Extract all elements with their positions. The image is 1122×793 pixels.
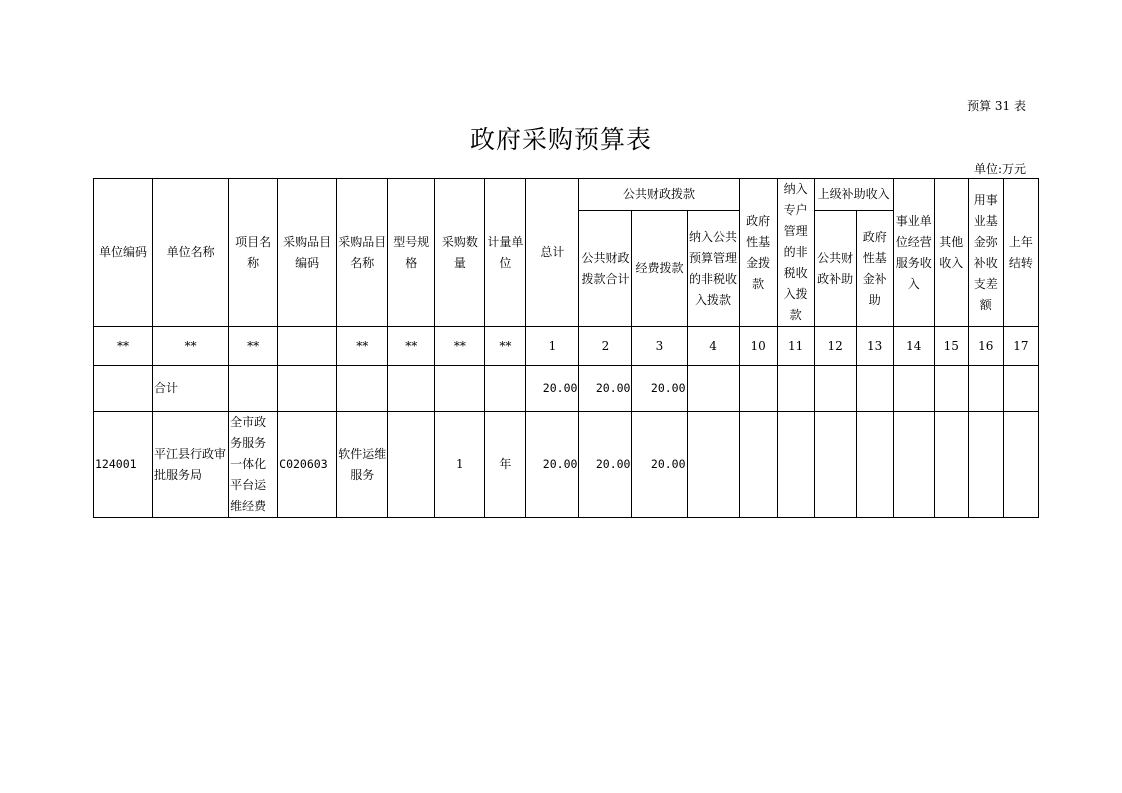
header-public-finance-total: 公共财政拨款合计 (579, 211, 632, 327)
table-cell (687, 412, 739, 518)
table-cell (739, 412, 777, 518)
index-cell: ** (388, 327, 435, 366)
table-cell (278, 366, 337, 412)
table-cell (777, 412, 814, 518)
table-cell (1003, 366, 1038, 412)
index-cell: 10 (739, 327, 777, 366)
index-cell: 2 (579, 327, 632, 366)
table-cell (337, 366, 388, 412)
header-gov-fund: 政府性基金拨款 (739, 179, 777, 327)
index-cell: ** (94, 327, 153, 366)
table-cell (435, 366, 485, 412)
public-finance-total-cell: 20.00 (579, 412, 632, 518)
header-unit-name: 单位名称 (153, 179, 229, 327)
header-total: 总计 (526, 179, 579, 327)
index-cell: ** (153, 327, 229, 366)
header-special-account-nontax: 纳入专户管理的非税收入拨款 (777, 179, 814, 327)
header-carryover: 上年结转 (1003, 179, 1038, 327)
header-item-code: 采购品目编码 (278, 179, 337, 327)
header-model-spec: 型号规格 (388, 179, 435, 327)
table-cell (934, 412, 968, 518)
total-row (94, 366, 1039, 412)
header-item-name: 采购品目名称 (337, 179, 388, 327)
table-cell (893, 366, 934, 412)
index-cell: ** (337, 327, 388, 366)
header-unit-code: 单位编码 (94, 179, 153, 327)
table-cell (229, 366, 278, 412)
index-cell: 1 (526, 327, 579, 366)
index-cell: ** (229, 327, 278, 366)
table-row (94, 412, 1039, 518)
table-cell (687, 366, 739, 412)
table-cell (856, 366, 893, 412)
form-number: 预算 31 表 (967, 99, 1026, 113)
total-label: 合计 (153, 366, 229, 412)
unit-name-cell: 平江县行政审批服务局 (153, 412, 229, 518)
table-cell (777, 366, 814, 412)
total-cell: 20.00 (526, 412, 579, 518)
item-name-cell: 软件运维服务 (337, 412, 388, 518)
index-cell: 12 (814, 327, 856, 366)
header-public-finance-subsidy: 公共财政补助 (814, 211, 856, 327)
table-cell (934, 366, 968, 412)
table-cell (814, 366, 856, 412)
table-cell (388, 366, 435, 412)
quantity-cell: 1 (435, 412, 485, 518)
measure-unit-cell: 年 (485, 412, 526, 518)
procurement-budget-table (93, 178, 1039, 518)
index-cell: ** (485, 327, 526, 366)
index-cell: 13 (856, 327, 893, 366)
table-cell (968, 366, 1003, 412)
table-cell (485, 366, 526, 412)
header-expense-allocation: 经费拨款 (632, 211, 687, 327)
table-cell (739, 366, 777, 412)
index-cell: 3 (632, 327, 687, 366)
header-public-finance-group: 公共财政拨款 (579, 179, 739, 211)
total-expense-allocation: 20.00 (632, 366, 687, 412)
header-superior-subsidy-group: 上级补助收入 (814, 179, 893, 211)
index-cell: 4 (687, 327, 739, 366)
header-nontax-budget: 纳入公共预算管理的非税收入拨款 (687, 211, 739, 327)
expense-allocation-cell: 20.00 (632, 412, 687, 518)
table-cell (856, 412, 893, 518)
header-project-name: 项目名称 (229, 179, 278, 327)
project-name-cell: 全市政务服务一体化平台运维经费 (229, 412, 278, 518)
index-cell: 14 (893, 327, 934, 366)
table-cell (968, 412, 1003, 518)
index-cell: 11 (777, 327, 814, 366)
header-quantity: 采购数量 (435, 179, 485, 327)
unit-label: 单位:万元 (973, 162, 1026, 176)
header-fund-balance: 用事业基金弥补收支差额 (968, 179, 1003, 327)
header-measure-unit: 计量单位 (485, 179, 526, 327)
index-cell: ** (435, 327, 485, 366)
index-cell: 16 (968, 327, 1003, 366)
index-cell: 15 (934, 327, 968, 366)
total-amount: 20.00 (526, 366, 579, 412)
index-row (94, 327, 1039, 366)
model-spec-cell (388, 412, 435, 518)
table-cell (893, 412, 934, 518)
index-cell (278, 327, 337, 366)
unit-code-cell: 124001 (94, 412, 153, 518)
header-business-income: 事业单位经营服务收入 (893, 179, 934, 327)
total-public-finance: 20.00 (579, 366, 632, 412)
header-gov-fund-subsidy: 政府性基金补助 (856, 211, 893, 327)
table-cell (94, 366, 153, 412)
index-cell: 17 (1003, 327, 1038, 366)
header-other-income: 其他收入 (934, 179, 968, 327)
item-code-cell: C020603 (278, 412, 337, 518)
table-cell (814, 412, 856, 518)
table-cell (1003, 412, 1038, 518)
page-title: 政府采购预算表 (469, 125, 652, 154)
